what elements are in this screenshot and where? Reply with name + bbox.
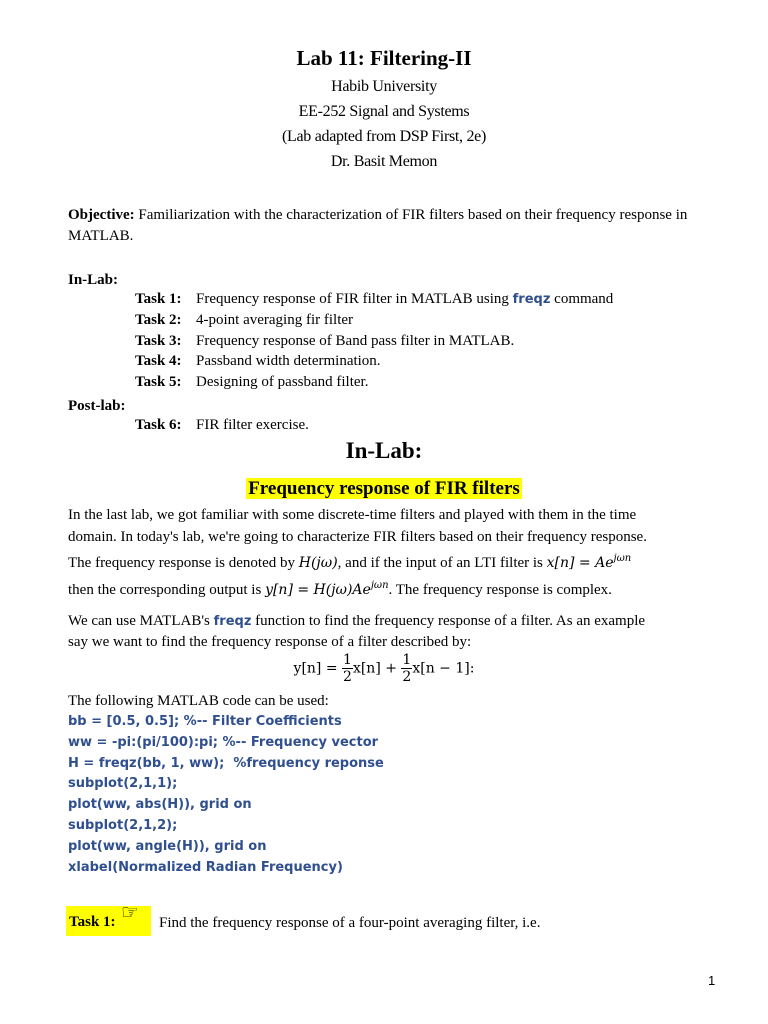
inlab-list-heading: In-Lab: [68, 272, 119, 288]
code-line: subplot(2,1,1); [68, 776, 178, 792]
task1-text: Find the frequency response of a four-point averaging filter, i.e. [159, 915, 541, 931]
task-list-item: Task 1: Frequency response of FIR filter in MATLAB using freqz command [135, 291, 614, 307]
code-line: ww = -pi:(pi/100):pi; %-- Frequency vector [68, 734, 379, 750]
section-subheading: Frequency response of FIR filters [248, 478, 520, 499]
task1-label: Task 1: [69, 914, 116, 930]
code-line: xlabel(Normalized Radian Frequency) [68, 859, 343, 875]
university-name: Habib University [331, 78, 437, 95]
code-line: subplot(2,1,2); [68, 817, 178, 833]
task-list-item: Task 5: Designing of passband filter. [135, 374, 369, 390]
objective-paragraph [68, 205, 718, 247]
code-line: plot(ww, angle(H)), grid on [68, 838, 267, 854]
task-list-item: Task 3: Frequency response of Band pass filter in MATLAB. [135, 333, 515, 349]
pointing-hand-icon: ☞ [121, 900, 139, 924]
freqz-paragraph: We can use MATLAB's freqz function to find the frequency response of a filter. As an example say we want to find the frequency response of a filter described by: [68, 613, 646, 650]
task-list-item: Task 4: Passband width determination. [135, 353, 381, 369]
objective-label: Objective: [68, 207, 135, 223]
code-intro: The following MATLAB code can be used: [68, 693, 329, 709]
difference-equation: y[n] = $\frac{1}{2}$ x[n] + $\frac{1}{2}$ x[n − 1]: [293, 652, 475, 685]
code-line: bb = [0.5, 0.5]; %-- Filter Coefficients [68, 714, 342, 729]
task-list-item: Task 2: 4-point averaging fir filter [135, 312, 354, 328]
objective-text: Familiarization with the characterization of FIR filters based on their frequency response in MATLAB. [68, 207, 688, 244]
page-number: 1 [708, 973, 716, 988]
matlab-code-block [68, 712, 384, 878]
course-name: EE-252 Signal and Systems [298, 103, 470, 120]
lab-title: Lab 11: Filtering-II [296, 46, 472, 70]
intro-paragraph: In the last lab, we got familiar with some discrete-time filters and played with them in the time domain. In today's lab, we're going to characterize FIR filters based on their frequency response. The frequency response is denoted by H(jω), and if the input of an LTI filter is $x[n] = Ae^{j\omega n}$ then the corresponding output is $y[n] = H(j\omega)Ae^{j\omega n}$. The frequency response is complex. [68, 507, 647, 598]
instructor-name: Dr. Basit Memon [330, 153, 438, 170]
code-line: plot(ww, abs(H)), grid on [68, 797, 252, 813]
postlab-list-heading: Post-lab: [68, 398, 126, 414]
section-heading: In-Lab: [345, 438, 423, 463]
adapted-note: (Lab adapted from DSP First, 2e) [282, 128, 486, 145]
code-line: H = freqz(bb, 1, ww); %frequency reponse [68, 755, 384, 771]
task-list-item: Task 6: FIR filter exercise. [135, 417, 309, 433]
